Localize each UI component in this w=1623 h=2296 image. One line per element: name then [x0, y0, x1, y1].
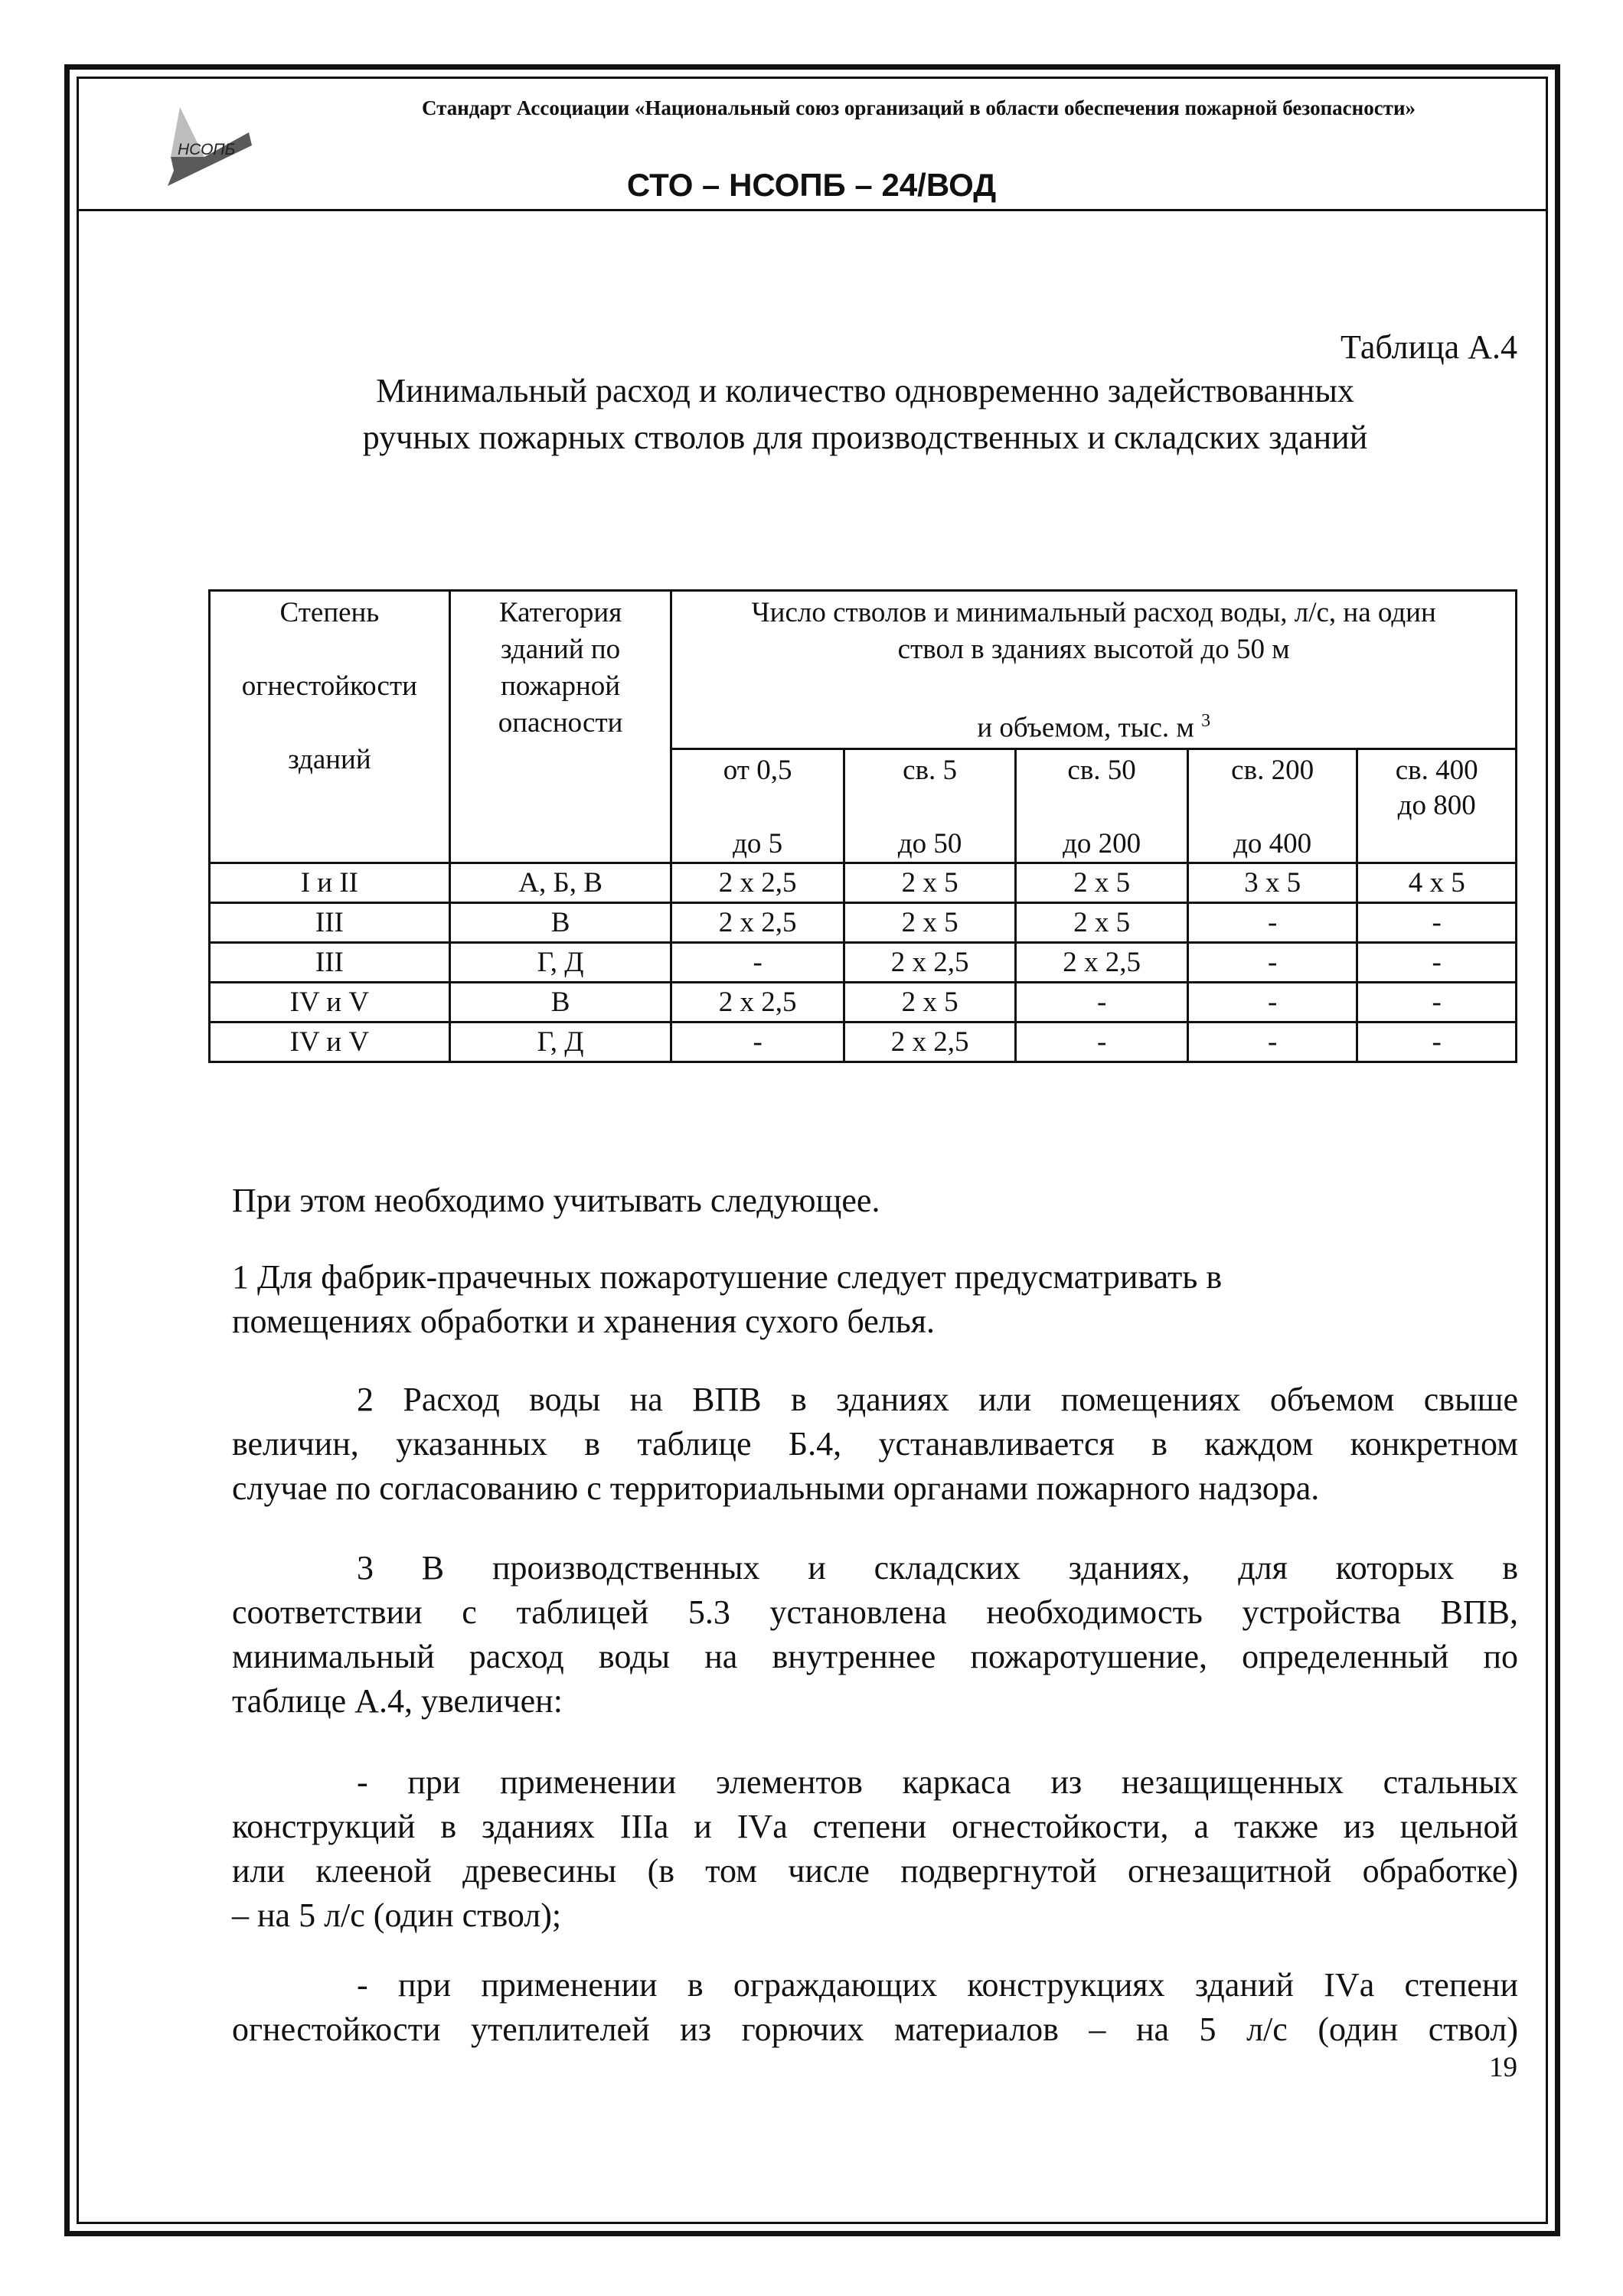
table-cell: - [1187, 983, 1357, 1022]
standard-code: СТО – НСОПБ – 24/ВОД [626, 167, 997, 203]
table-cell: 2 х 5 [1016, 903, 1188, 943]
header-text: и объемом, тыс. м [977, 712, 1194, 744]
header-text: зданий [288, 744, 371, 775]
table-row [210, 903, 1517, 943]
header-nozzles-group [671, 591, 1517, 749]
table-title-line: ручных пожарных стволов для производственных и складских зданий [362, 419, 1368, 456]
header-text: Категория [498, 597, 622, 628]
table-cell: 3 х 5 [1187, 863, 1357, 903]
vol-from: св. 200 [1231, 755, 1314, 786]
paragraph-3 [232, 1546, 1518, 1724]
vol-to: до 5 [733, 828, 783, 859]
header-text: ствол в зданиях высотой до 50 м [897, 634, 1290, 665]
table-cell: 4 х 5 [1357, 863, 1517, 903]
header-category [449, 591, 671, 863]
vol-to: до 400 [1233, 828, 1312, 859]
table-cell: I и II [210, 863, 450, 903]
vol-from: св. 50 [1067, 755, 1136, 786]
bullet-1 [232, 1760, 1518, 1938]
vol-from: св. 400 [1395, 755, 1478, 786]
text-line: конструкций в зданиях IIIа и IVа степени огнестойкости, а также из цельной [232, 1808, 1518, 1845]
table-cell: 2 х 5 [1016, 863, 1188, 903]
table-cell: В [449, 903, 671, 943]
table-cell: - [671, 1022, 844, 1062]
table-cell: - [1357, 943, 1517, 983]
table-cell: В [449, 983, 671, 1022]
table-cell: 2 х 5 [844, 983, 1015, 1022]
text-line: или клееной древесины (в том числе подвергнутой огнезащитной обработке) [232, 1852, 1518, 1890]
table-cell: IV и V [210, 983, 450, 1022]
table-row [210, 863, 1517, 903]
text-line: 1 Для фабрик-прачечных пожаротушение следует предусматривать в [232, 1258, 1223, 1296]
text-line: таблице А.4, увеличен: [232, 1682, 563, 1720]
text-line: минимальный расход воды на внутреннее пожаротушение, определенный по [232, 1638, 1518, 1675]
vol-from: св. 5 [903, 755, 958, 786]
table-cell: 2 х 2,5 [671, 983, 844, 1022]
text-line: помещениях обработки и хранения сухого белья. [232, 1303, 936, 1340]
header-text: зданий по [500, 634, 621, 665]
text-line: 3 В производственных и складских зданиях, для которых в [357, 1549, 1518, 1587]
text-line: величин, указанных в таблице Б.4, устанавливается в каждом конкретном [232, 1425, 1518, 1463]
text-line: – на 5 л/с (один ствол); [232, 1896, 562, 1934]
header-divider [77, 209, 1548, 211]
table-title-line: Минимальный расход и количество одновременно задействованных [376, 372, 1354, 409]
text-line: соответствии с таблицей 5.3 установлена необходимость устройства ВПВ, [232, 1593, 1518, 1631]
paragraph-1 [232, 1255, 1518, 1344]
table-cell: Г, Д [449, 943, 671, 983]
table-cell: А, Б, В [449, 863, 671, 903]
table-cell: - [1187, 903, 1357, 943]
text-line: - при применении элементов каркаса из незащищенных стальных [357, 1763, 1518, 1801]
table-cell: III [210, 943, 450, 983]
header-volume-col [1016, 749, 1188, 863]
paragraph-2 [232, 1378, 1518, 1511]
superscript: 3 [1201, 711, 1211, 731]
table-cell: 2 х 5 [844, 903, 1015, 943]
text-line: огнестойкости утеплителей из горючих материалов – на 5 л/с (один ствол) [232, 2011, 1518, 2048]
vol-from: от 0,5 [723, 755, 792, 786]
table-cell: - [1016, 983, 1188, 1022]
vol-to: до 50 [897, 828, 962, 859]
table-cell: 2 х 2,5 [671, 863, 844, 903]
vol-to: до 800 [1397, 790, 1476, 821]
table-cell: 2 х 2,5 [844, 943, 1015, 983]
header-volume-col [671, 749, 844, 863]
header-text: Степень [279, 597, 380, 628]
text-line: 2 Расход воды на ВПВ в зданиях или помещениях объемом свыше [357, 1381, 1518, 1418]
text-line: - при применении в ограждающих конструкциях зданий IVа степени [357, 1966, 1518, 2004]
header-volume-col [844, 749, 1015, 863]
water-flow-table [208, 589, 1517, 1063]
table-number: Таблица А.4 [1341, 328, 1517, 366]
intro-paragraph: При этом необходимо учитывать следующее. [232, 1182, 880, 1219]
table-row [210, 983, 1517, 1022]
bullet-2 [232, 1963, 1518, 2052]
table-cell: 2 х 5 [844, 863, 1015, 903]
table-cell: - [1357, 983, 1517, 1022]
page-number: 19 [1489, 2052, 1517, 2083]
table-cell: - [1187, 1022, 1357, 1062]
header-text: опасности [498, 707, 623, 739]
text-line: случае по согласованию с территориальными органами пожарного надзора. [232, 1469, 1320, 1507]
table-row [210, 1022, 1517, 1062]
table-row [210, 943, 1517, 983]
table-cell: - [671, 943, 844, 983]
logo-text: НСОПБ [178, 141, 236, 158]
header-text: огнестойкости [241, 670, 417, 702]
table-cell: 2 х 2,5 [1016, 943, 1188, 983]
table-cell: Г, Д [449, 1022, 671, 1062]
header-text: пожарной [501, 670, 621, 702]
table-cell: 2 х 2,5 [671, 903, 844, 943]
table-cell: III [210, 903, 450, 943]
header-volume-col [1357, 749, 1517, 863]
vol-to: до 200 [1063, 828, 1141, 859]
header-volume-col [1187, 749, 1357, 863]
table-cell: - [1187, 943, 1357, 983]
table-cell: - [1357, 1022, 1517, 1062]
header-text: Число стволов и минимальный расход воды, л/с, на один [751, 597, 1436, 628]
header-fire-resistance [210, 591, 450, 863]
table-cell: IV и V [210, 1022, 450, 1062]
table-cell: - [1357, 903, 1517, 943]
association-header: Стандарт Ассоциации «Национальный союз организаций в области обеспечения пожарной безопасности» [421, 96, 1416, 119]
table-cell: - [1016, 1022, 1188, 1062]
table-cell: 2 х 2,5 [844, 1022, 1015, 1062]
table-title [214, 367, 1516, 461]
